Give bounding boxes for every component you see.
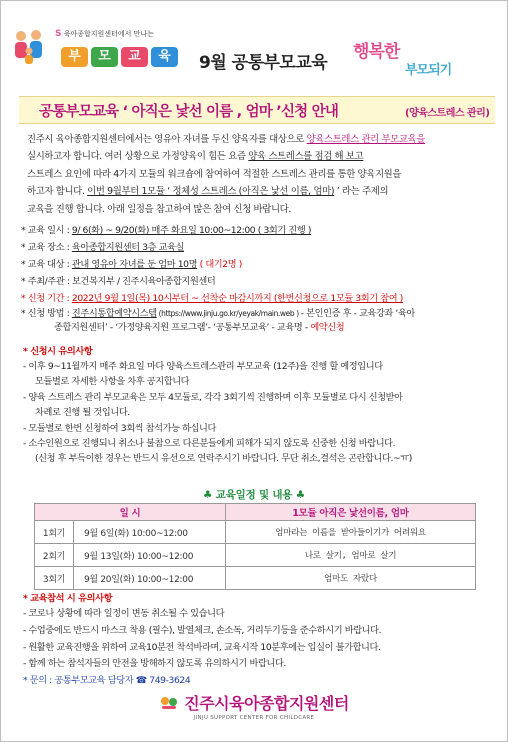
info-label: * 신청 기간 : bbox=[21, 293, 72, 304]
intro-text: ’ 라는 주제의 bbox=[334, 186, 389, 198]
schedule-header-row bbox=[35, 504, 476, 521]
info-host: * 주최/주관 : 보건복지부 / 진주시육아종합지원센터 bbox=[21, 276, 216, 287]
center-logo-icon bbox=[159, 695, 179, 711]
center-english-name: JINJU SUPPORT CENTER FOR CHILDCARE bbox=[193, 715, 315, 721]
caution-item bbox=[23, 359, 489, 390]
caution-text: 차례로 진행 될 것입니다. bbox=[35, 407, 130, 419]
happy-parent-logo bbox=[353, 37, 503, 79]
info-list bbox=[21, 222, 491, 337]
table-row bbox=[35, 544, 476, 567]
topic-cell: 나로 살기, 엄마로 살기 bbox=[226, 544, 476, 567]
info-value: 2022년 9월 1일(목) 10시부터 ~ 선착순 마감시까지 (한번신청으로 1모듈 3회기 참여 ) bbox=[71, 293, 403, 304]
topic-cell: 엄마도 자랐다 bbox=[226, 567, 476, 590]
attend-item: - 함께 하는 참석자들의 안전을 방해하지 않도록 유의하시기 바랍니다. bbox=[23, 658, 286, 670]
intro-text: 하고자 합니다. bbox=[27, 186, 88, 198]
tile-2: 모 bbox=[91, 47, 118, 67]
center-name bbox=[1, 691, 507, 714]
intro-line-5: 교육을 진행 합니다. 아래 일정을 참고하여 많은 참여 신청 바랍니다. bbox=[27, 203, 292, 215]
info-date bbox=[21, 222, 491, 239]
caution-item bbox=[23, 436, 489, 467]
intro-line-3: 스트레스 요인에 따라 4가지 모듈의 워크숍에 참여하여 적절한 스트레스 관리를 통한 양육지원을 bbox=[27, 168, 402, 180]
session-cell: 1회기 bbox=[35, 521, 74, 544]
intro-highlight-tail: 을 bbox=[416, 134, 426, 145]
intro-line-4 bbox=[27, 183, 489, 200]
caution-text: - 양육 스트레스 관리 부모교육은 모두 4모듈로, 각각 3회기씩 진행하며 이후 모듈별로 다시 신청받아 bbox=[23, 391, 403, 403]
schedule-title bbox=[1, 487, 507, 502]
club-icon: ♣ bbox=[295, 489, 305, 501]
attendance-cautions bbox=[23, 591, 489, 689]
center-name-text: 진주시육아종합지원센터 bbox=[184, 694, 349, 713]
intro-underline: 양육 스트레스를 점검 해 보고 bbox=[248, 151, 364, 163]
info-value: 육아종합지원센터 3층 교육실 bbox=[71, 242, 185, 253]
info-place bbox=[21, 239, 491, 256]
intro-line-1 bbox=[27, 131, 489, 148]
caution-item bbox=[23, 390, 489, 421]
attendance-heading: * 교육참석 시 유의사항 bbox=[23, 593, 113, 604]
intro-text: 진주시 육아종합지원센터에서는 영유아 자녀를 두신 양육자를 대상으로 bbox=[27, 134, 307, 145]
info-method-cont bbox=[21, 321, 491, 335]
banner-subtitle: (양육스트레스 관리) bbox=[405, 108, 490, 119]
intro-paragraph bbox=[27, 131, 489, 218]
info-value: 관내 영유아 자녀를 둔 엄마 10명 bbox=[71, 259, 198, 270]
sub-logo bbox=[55, 29, 154, 39]
info-label: * 교육 대상 : bbox=[21, 259, 72, 270]
info-method-final: 예약신청 bbox=[310, 322, 345, 333]
tile-4: 육 bbox=[151, 47, 178, 67]
date-cell: 9월 13일(화) 10:00~12:00 bbox=[74, 544, 226, 567]
info-label: * 교육 일시 : bbox=[21, 225, 72, 236]
caution-text: - 소수인원으로 진행되니 취소나 불참으로 다른분들에게 피해가 되지 않도록 신중한 신청 바랍니다. bbox=[23, 438, 396, 450]
footer-logo bbox=[1, 691, 507, 721]
attend-item: - 수업중에도 반드시 마스크 착용 (필수), 발열체크, 손소독, 거리두기등을 준수하시기 바랍니다. bbox=[23, 624, 382, 636]
table-row bbox=[35, 567, 476, 590]
topic-cell: 엄마라는 이름을 받아들이기가 어려워요 bbox=[226, 521, 476, 544]
reservation-site-link[interactable]: 진주시통합예약시스템 bbox=[71, 308, 157, 319]
caution-text: - 이후 9~11월까지 매주 화요일 마다 양육스트레스관리 부모교육 (12주)을 진행 할 예정입니다 bbox=[23, 361, 383, 372]
attend-item: - 원활한 교육진행을 위하여 교육10분전 착석바라며, 교육시작 10분후에는 입실이 불가합니다. bbox=[23, 641, 381, 653]
session-cell: 2회기 bbox=[35, 544, 74, 567]
attend-item: - 코로나 상황에 따라 일정이 변동 취소될 수 있습니다 bbox=[23, 608, 225, 619]
header-title: 9월 공통부모교육 bbox=[199, 53, 328, 73]
info-period bbox=[21, 290, 491, 307]
schedule-title-text: 교육일정 및 내용 bbox=[215, 489, 293, 501]
cautions-heading: * 신청시 유의사항 bbox=[23, 346, 93, 357]
session-cell: 3회기 bbox=[35, 567, 74, 590]
happy-top: 행복한 bbox=[353, 42, 400, 62]
reservation-url[interactable]: (https://www.jinju.go.kr/yeyak/main.web ) bbox=[156, 309, 301, 318]
intro-line-2 bbox=[27, 148, 489, 165]
info-value: 9/ 6(화) ~ 9/20(화) 매주 화요일 10:00~12:00 ( 3회기 진행 ) bbox=[71, 225, 312, 236]
info-method bbox=[21, 307, 491, 337]
info-waitlist: ( 대기2명 ) bbox=[199, 259, 242, 270]
info-label: * 교육 장소 : bbox=[21, 242, 72, 253]
info-target bbox=[21, 256, 491, 273]
sub-logo-text: 육아종합지원센터에서 만나는 bbox=[63, 30, 154, 38]
contact-info: * 문의 : 공통부모교육 담당자 ☎ 749-3624 bbox=[23, 675, 191, 687]
club-icon: ♣ bbox=[203, 489, 213, 501]
col-date: 일 시 bbox=[35, 504, 226, 521]
happy-bottom: 부모되기 bbox=[405, 63, 452, 78]
intro-underline: 이번 9월부터 1모듈 ‘ 정체성 스트레스 (아직은 낯선 이름, 엄마) bbox=[87, 186, 335, 198]
date-cell: 9월 6일(화) 10:00~12:00 bbox=[74, 521, 226, 544]
banner-title: 공통부모교육 ‘ 아직은 낯선 이름 , 엄마 ’신청 안내 bbox=[39, 104, 339, 120]
schedule-table bbox=[34, 503, 476, 590]
tile-3: 교 bbox=[121, 47, 148, 67]
table-row bbox=[35, 521, 476, 544]
caution-item: - 모듈별로 한번 신청하여 3회씩 참석가능 하십니다 bbox=[23, 422, 216, 434]
sub-logo-mark: S bbox=[55, 29, 62, 39]
date-cell: 9월 20일(화) 10:00~12:00 bbox=[74, 567, 226, 590]
tile-1: 부 bbox=[61, 47, 88, 67]
header bbox=[1, 1, 507, 93]
family-icon bbox=[9, 27, 49, 67]
intro-highlight: 양육스트레스 관리 부모교육 bbox=[306, 134, 417, 145]
application-cautions bbox=[23, 344, 489, 467]
caution-text: (신청 후 부득이한 경우는 반드시 유선으로 연락주시기 바랍니다. 무단 취소,결석은 곤란합니다.~ㅠ) bbox=[35, 453, 412, 465]
program-tiles bbox=[61, 47, 178, 67]
col-module: 1모듈 아직은 낯선이름, 엄마 bbox=[226, 504, 476, 521]
title-banner bbox=[19, 96, 495, 124]
info-value: - 본인인증 후 - 교육강좌 ‘육아 bbox=[300, 308, 415, 319]
intro-text: 실시하고자 합니다. 여러 상황으로 가정양육이 힘든 요즘 bbox=[27, 151, 249, 163]
info-value: 종합지원센터’ - ‘가정양육지원 프로그램’- ‘공통부모교육’ - 교육명 - bbox=[54, 322, 311, 333]
caution-text: 모듈별로 자세한 사항을 차후 공지합니다 bbox=[35, 376, 190, 388]
info-label: * 신청 방법 : bbox=[21, 308, 72, 319]
